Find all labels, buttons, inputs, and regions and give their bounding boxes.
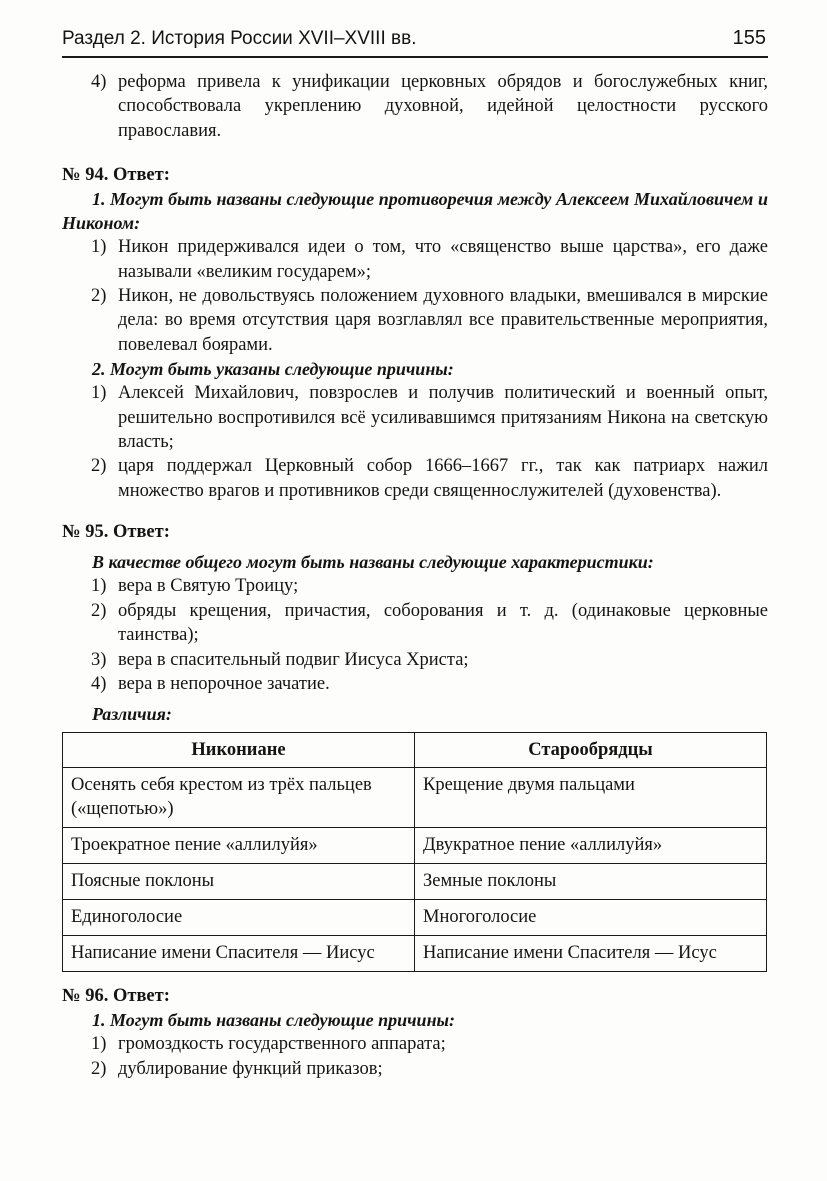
table-cell: Поясные поклоны — [63, 864, 415, 900]
item-text: обряды крещения, причастия, соборования и т. д. (одинаковые церковные таинства); — [118, 600, 768, 646]
list-item — [62, 672, 768, 696]
item-number: 2) — [91, 1058, 107, 1079]
list-item — [62, 454, 768, 503]
section-title: Раздел 2. История России XVII–XVIII вв. — [62, 28, 417, 49]
list-item — [62, 1032, 768, 1056]
table-cell: Двукратное пение «аллилуйя» — [415, 828, 767, 864]
table-row — [63, 828, 767, 864]
answer-heading-94: № 94. Ответ: — [62, 165, 170, 186]
item-text: громоздкость государственного аппарата; — [118, 1034, 446, 1055]
list-item — [62, 599, 768, 648]
item-text: вера в спасительный подвиг Иисуса Христа; — [118, 649, 469, 670]
list-item — [62, 235, 768, 284]
running-header — [62, 22, 768, 58]
item-text: Алексей Михайлович, повзрослев и получив политический и военный опыт, решительно воспротивился всё усиливавшимся притязаниям Никона на светскую власть; — [118, 383, 768, 453]
item-text: реформа привела к унификации церковных обрядов и богослужебных книг, способствовала укреплению духовной, идейной целостности русского православия. — [118, 72, 768, 141]
item-text: Никон, не довольствуясь положением духовного владыки, вмешивался в мирские дела: во время отсутствия царя возглавлял все правительственные мероприятия, повелевал боярами. — [118, 286, 768, 355]
table-cell: Многоголосие — [415, 900, 767, 936]
subheading-contradictions: 1. Могут быть названы следующие противоречия между Алексеем Михайловичем и Никоном: — [62, 189, 768, 234]
item-number: 2) — [91, 286, 107, 307]
table-cell: Единоголосие — [63, 900, 415, 936]
table-cell: Земные поклоны — [415, 864, 767, 900]
item-number: 2) — [91, 600, 107, 621]
list-item — [62, 574, 768, 598]
item-number: 4) — [91, 72, 107, 92]
table-row — [63, 864, 767, 900]
column-header-old-believers: Старообрядцы — [415, 733, 767, 768]
page-content — [62, 70, 768, 1081]
table-header-row — [63, 733, 767, 768]
item-number: 1) — [91, 576, 107, 597]
subheading-differences: Различия: — [92, 704, 172, 725]
table-cell: Троекратное пение «аллилуйя» — [63, 828, 415, 864]
item-number: 1) — [91, 237, 107, 258]
subheading-common: В качестве общего могут быть названы следующие характеристики: — [92, 552, 654, 573]
list-item — [62, 70, 768, 143]
differences-table — [62, 732, 767, 972]
list-item — [62, 381, 768, 454]
item-text: дублирование функций приказов; — [118, 1058, 383, 1079]
table-cell: Осенять себя крестом из трёх пальцев («щепотью») — [63, 768, 415, 828]
list-item — [62, 284, 768, 357]
list-item — [62, 648, 768, 672]
item-text: вера в Святую Троицу; — [118, 576, 299, 597]
item-number: 2) — [91, 456, 107, 477]
item-text: Никон придерживался идеи о том, что «священство выше царства», его даже называли «великим государем»; — [118, 237, 768, 282]
item-number: 1) — [91, 383, 107, 404]
subheading-reasons-96: 1. Могут быть названы следующие причины: — [92, 1010, 456, 1031]
table-cell: Написание имени Спасителя — Исус — [415, 936, 767, 972]
item-text: царя поддержал Церковный собор 1666–1667 гг., так как патриарх нажил множество врагов и противников среди священнослужителей (духовенства). — [118, 456, 768, 501]
column-header-nikonians: Никониане — [63, 733, 415, 768]
subheading-reasons: 2. Могут быть указаны следующие причины: — [92, 359, 454, 380]
page-number: 155 — [732, 27, 766, 49]
list-item — [62, 1057, 768, 1081]
table-row — [63, 936, 767, 972]
item-number: 4) — [91, 673, 107, 694]
item-text: вера в непорочное зачатие. — [118, 673, 330, 694]
item-number: 3) — [91, 649, 107, 670]
table-cell: Крещение двумя пальцами — [415, 768, 767, 828]
table-row — [63, 900, 767, 936]
answer-heading-96: № 96. Ответ: — [62, 986, 170, 1007]
table-row — [63, 768, 767, 828]
item-number: 1) — [91, 1034, 107, 1055]
table-cell: Написание имени Спасителя — Иисус — [63, 936, 415, 972]
answer-heading-95: № 95. Ответ: — [62, 522, 170, 543]
